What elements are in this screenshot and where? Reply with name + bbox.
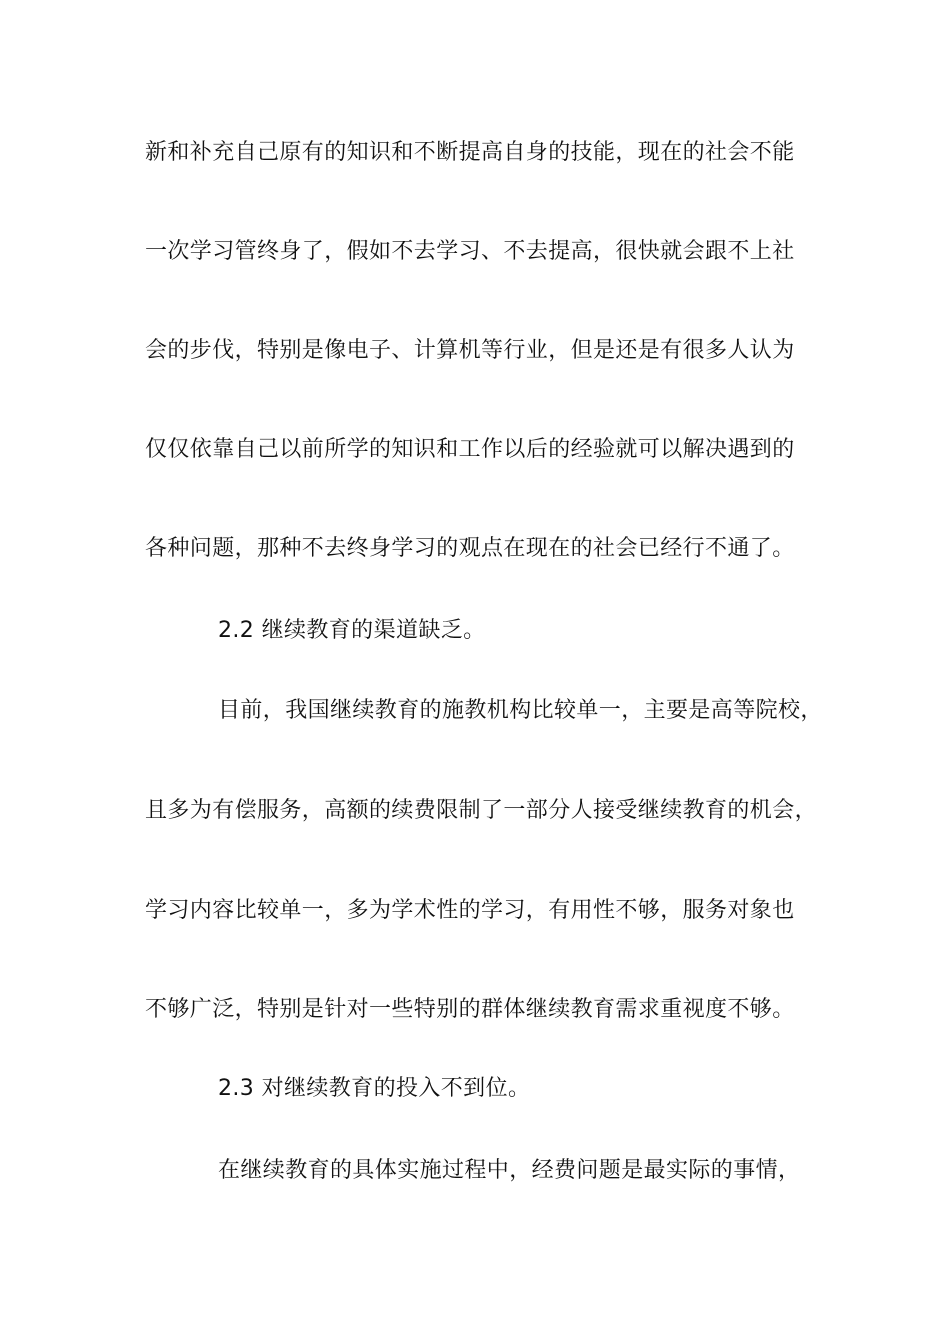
paragraph-line: 各种问题，那种不去终身学习的观点在现在的社会已经行不通了。 — [145, 536, 795, 561]
section-heading: 2.2 继续教育的渠道缺乏。 — [218, 618, 486, 643]
section-heading: 2.3 对继续教育的投入不到位。 — [218, 1076, 531, 1101]
paragraph-line: 新和补充自己原有的知识和不断提高自身的技能，现在的社会不能 — [145, 140, 795, 165]
paragraph-line: 会的步伐，特别是像电子、计算机等行业，但是还是有很多人认为 — [145, 338, 795, 363]
paragraph-line: 不够广泛，特别是针对一些特别的群体继续教育需求重视度不够。 — [145, 997, 795, 1022]
paragraph-line: 仅仅依靠自己以前所学的知识和工作以后的经验就可以解决遇到的 — [145, 437, 795, 462]
paragraph-line: 且多为有偿服务，高额的续费限制了一部分人接受继续教育的机会， — [145, 798, 818, 823]
paragraph-line: 在继续教育的具体实施过程中，经费问题是最实际的事情， — [218, 1158, 801, 1183]
paragraph-line: 学习内容比较单一，多为学术性的学习，有用性不够，服务对象也 — [145, 898, 795, 923]
paragraph-line: 一次学习管终身了，假如不去学习、不去提高，很快就会跟不上社 — [145, 239, 795, 264]
paragraph-line: 目前，我国继续教育的施教机构比较单一，主要是高等院校， — [218, 698, 823, 723]
